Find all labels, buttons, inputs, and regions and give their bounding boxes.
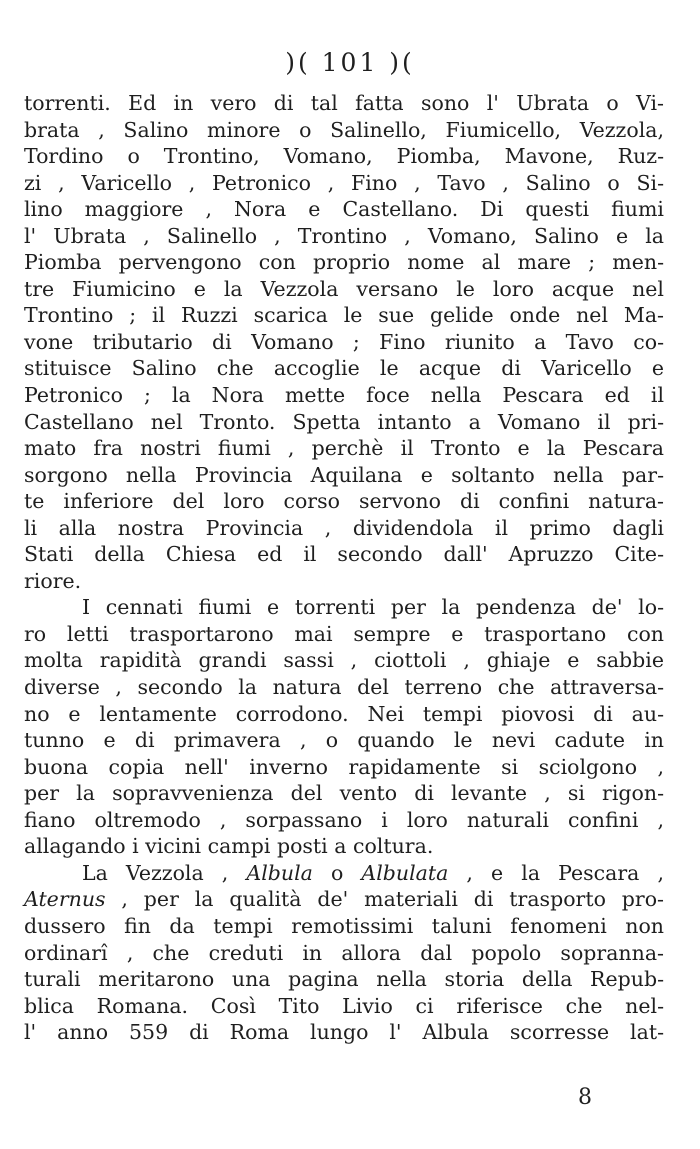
text-line: tunno e di primavera , o quando le nevi cadute in bbox=[24, 728, 664, 753]
text-line: molta rapidità grandi sassi , ciottoli , ghiaje e sabbie bbox=[24, 648, 664, 673]
italic-text: Albula bbox=[246, 860, 313, 885]
text-run: , e la Pescara , bbox=[448, 860, 664, 885]
text-run: La Vezzola , bbox=[82, 860, 247, 885]
text-line: Piomba pervengono con proprio nome al mare ; men- bbox=[24, 250, 664, 275]
text-line: Petronico ; la Nora mette foce nella Pescara ed il bbox=[24, 383, 664, 408]
text-line: Stati della Chiesa ed il secondo dall' Apruzzo Cite- bbox=[24, 542, 664, 567]
text-line: ro letti trasportarono mai sempre e trasportano con bbox=[24, 621, 664, 646]
text-line: Tordino o Trontino, Vomano, Piomba, Mavone, Ruz- bbox=[24, 144, 664, 169]
text-line: I cennati fiumi e torrenti per la pendenza de' lo- bbox=[82, 595, 664, 620]
text-line: buona copia nell' inverno rapidamente si sciolgono , bbox=[24, 754, 664, 779]
text-line: per la sopravvenienza del vento di levante , si rigon- bbox=[24, 781, 664, 806]
text-line: Trontino ; il Ruzzi scarica le sue gelide onde nel Ma- bbox=[24, 303, 664, 328]
text-line: l' Ubrata , Salinello , Trontino , Vomano, Salino e la bbox=[24, 223, 664, 248]
text-line: vone tributario di Vomano ; Fino riunito a Tavo co- bbox=[24, 329, 664, 354]
text-line: sorgono nella Provincia Aquilana e soltanto nella par- bbox=[24, 462, 664, 487]
text-line: ordinarî , che creduti in allora dal popolo sopranna- bbox=[24, 940, 664, 965]
text-line: li alla nostra Provincia , dividendola il primo dagli bbox=[24, 515, 664, 540]
text-line: dussero fin da tempi remotissimi taluni fenomeni non bbox=[24, 913, 664, 938]
text-line: zi , Varicello , Petronico , Fino , Tavo , Salino o Si- bbox=[24, 170, 664, 195]
body-text bbox=[24, 90, 664, 1046]
text-line: fiano oltremodo , sorpassano i loro naturali confini , bbox=[24, 807, 664, 832]
italic-text: Aternus bbox=[24, 887, 106, 912]
text-line: tre Fiumicino e la Vezzola versano le loro acque nel bbox=[24, 276, 664, 301]
text-line: Castellano nel Tronto. Spetta intanto a Vomano il pri- bbox=[24, 409, 664, 434]
text-line: blica Romana. Così Tito Livio ci riferisce che nel- bbox=[24, 993, 664, 1018]
text-line: brata , Salino minore o Salinello, Fiumicello, Vezzola, bbox=[24, 117, 664, 142]
text-line: riore. bbox=[24, 568, 82, 593]
text-line bbox=[24, 860, 664, 887]
text-line: l' anno 559 di Roma lungo l' Albula scorresse lat- bbox=[24, 1020, 664, 1045]
text-line: allagando i vicini campi posti a coltura. bbox=[24, 834, 434, 859]
text-line: torrenti. Ed in vero di tal fatta sono l' Ubrata o Vi- bbox=[24, 91, 664, 115]
page-number-header: )( 101 )( bbox=[285, 48, 415, 77]
text-line: lino maggiore , Nora e Castellano. Di questi fiumi bbox=[24, 197, 664, 222]
signature-mark: 8 bbox=[578, 1085, 592, 1110]
text-line: stituisce Salino che accoglie le acque di Varicello e bbox=[24, 356, 664, 381]
text-line bbox=[24, 886, 664, 913]
text-run: , per la qualità de' materiali di trasporto pro- bbox=[105, 887, 664, 912]
text-line: no e lentamente corrodono. Nei tempi piovosi di au- bbox=[24, 701, 664, 726]
italic-text: Albulata bbox=[361, 860, 449, 885]
text-line: mato fra nostri fiumi , perchè il Tronto e la Pescara bbox=[24, 436, 664, 461]
text-line: te inferiore del loro corso servono di confini natura- bbox=[24, 489, 664, 514]
text-line: diverse , secondo la natura del terreno che attraversa- bbox=[24, 675, 664, 700]
text-line: turali meritarono una pagina nella storia della Repub- bbox=[24, 967, 664, 992]
text-run: o bbox=[312, 860, 362, 885]
